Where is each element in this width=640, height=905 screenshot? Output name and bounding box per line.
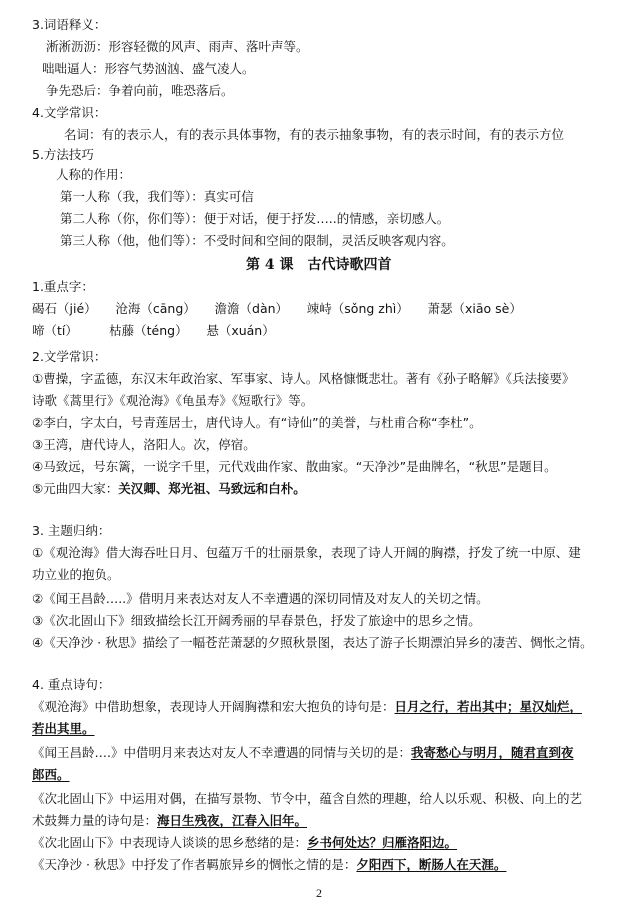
- methods-line: 第二人称（你，你们等）：便于对话，便于抒发…..的情感，亲切感人。: [60, 211, 450, 226]
- verse-answer: 郎西。: [32, 767, 70, 782]
- verse-question: [32, 744, 574, 762]
- vocab-line: 淅淅沥沥：形容轻微的风声、雨声、落叶声等。: [46, 39, 309, 54]
- verse-question: [32, 834, 457, 852]
- literary-line: 名词：有的表示人，有的表示具体事物，有的表示抽象事物，有的表示时间，有的表示方位: [64, 127, 565, 142]
- literary-item: ④马致远，号东篱，一说字千里，元代戏曲作家、散曲家。“天净沙”是曲牌名，“秋思”是题目。: [32, 459, 557, 474]
- verse-question-cont: [32, 766, 70, 784]
- vocab-line: 争先恐后：争着向前，唯恐落后。: [46, 83, 234, 98]
- verse-prompt: 《次北固山下》中表现诗人谈谈的思乡愁绪的是：: [32, 835, 308, 850]
- literary-item: 诗歌《蒿里行》《观沧海》《龟虽寿》《短歌行》等。: [32, 393, 314, 408]
- literary-item: ③王湾，唐代诗人，洛阳人。次，停宿。: [32, 437, 256, 452]
- verse-prompt: 《闻王昌龄….》中借明月来表达对友人不幸遭遇的同情与关切的是：: [32, 745, 411, 760]
- section-heading-methods: 5.方法技巧: [32, 147, 94, 162]
- lesson-title: 第 4 课 古代诗歌四首: [246, 257, 392, 273]
- theme-item: 功立业的抱负。: [32, 567, 120, 582]
- verse-answer: 日月之行，若出其中；星汉灿烂，: [394, 699, 583, 714]
- theme-item: ①《观沧海》借大海吞吐日月、包蕴万千的壮丽景象，表现了诗人开阔的胸襟，抒发了统一中原、建: [32, 545, 581, 560]
- key-chars-row: 碣石（jié） 沧海（cāng） 澹澹（dàn） 竦峙（sǒng zhì） 萧瑟（xiāo sè）: [32, 301, 522, 316]
- theme-item: ③《次北固山下》细致描绘长江开阔秀丽的早春景色，抒发了旅途中的思乡之情。: [32, 613, 481, 628]
- verse-answer: 我寄愁心与明月，随君直到夜: [410, 745, 574, 760]
- section-heading-literary: 4.文学常识：: [32, 105, 107, 120]
- verse-question: [32, 856, 506, 874]
- verse-answer: 若出其里。: [32, 721, 95, 736]
- verses-heading: 4. 重点诗句：: [32, 677, 111, 692]
- verse-prompt: 术鼓舞力量的诗句是：: [32, 813, 158, 828]
- literary-item: ②李白，字太白，号青莲居士，唐代诗人。有“诗仙”的美誉，与杜甫合称“李杜”。: [32, 415, 482, 430]
- verse-question-cont: [32, 812, 307, 830]
- verse-answer: 乡书何处达？归雁洛阳边。: [307, 835, 458, 850]
- verse-prompt: 《天净沙 · 秋思》中抒发了作者羁旅异乡的惆怅之情的是：: [32, 857, 357, 872]
- literary-item: [32, 480, 306, 498]
- theme-item: ④《天净沙 · 秋思》描绘了一幅苍茫萧瑟的夕照秋景图，表达了游子长期漂泊异乡的凄苦、惆怅之情。: [32, 635, 593, 650]
- literary-item-bold: 关汉卿、郑光祖、马致远和白朴。: [118, 481, 306, 496]
- key-chars-row: 啼（tí） 枯藤（téng） 悬（xuán）: [32, 323, 275, 338]
- literary-item: ①曹操，字孟德，东汉末年政治家、军事家、诗人。风格慷慨悲壮。著有《孙子略解》《兵法接要》: [32, 371, 575, 386]
- key-chars-heading: 1.重点字：: [32, 279, 94, 294]
- verse-question: 《次北固山下》中运用对偶，在描写景物、节令中，蕴含自然的理趣，给人以乐观、积极、向上的艺: [32, 791, 583, 806]
- methods-line: 人称的作用：: [56, 167, 132, 182]
- literary-item-prefix: ⑤元曲四大家：: [32, 481, 119, 496]
- verse-answer: 夕阳西下，断肠人在天涯。: [356, 857, 507, 872]
- verse-prompt: 《观沧海》中借助想象，表现诗人开阔胸襟和宏大抱负的诗句是：: [32, 699, 395, 714]
- theme-item: ②《闻王昌龄…..》借明月来表达对友人不幸遭遇的深切同情及对友人的关切之情。: [32, 591, 489, 606]
- verse-question-cont: [32, 720, 95, 738]
- literary-heading: 2.文学常识：: [32, 349, 107, 364]
- vocab-line: 咄咄逼人：形容气势汹汹、盛气凌人。: [42, 61, 255, 76]
- methods-line: 第三人称（他，他们等）：不受时间和空间的限制，灵活反映客观内容。: [60, 233, 454, 248]
- verse-answer: 海日生残夜，江春入旧年。: [157, 813, 308, 828]
- page-number: 2: [316, 886, 322, 900]
- section-heading-vocab: 3.词语释义：: [32, 17, 107, 32]
- theme-heading: 3. 主题归纳：: [32, 523, 111, 538]
- verse-question: [32, 698, 582, 716]
- methods-line: 第一人称（我，我们等）：真实可信: [60, 189, 254, 204]
